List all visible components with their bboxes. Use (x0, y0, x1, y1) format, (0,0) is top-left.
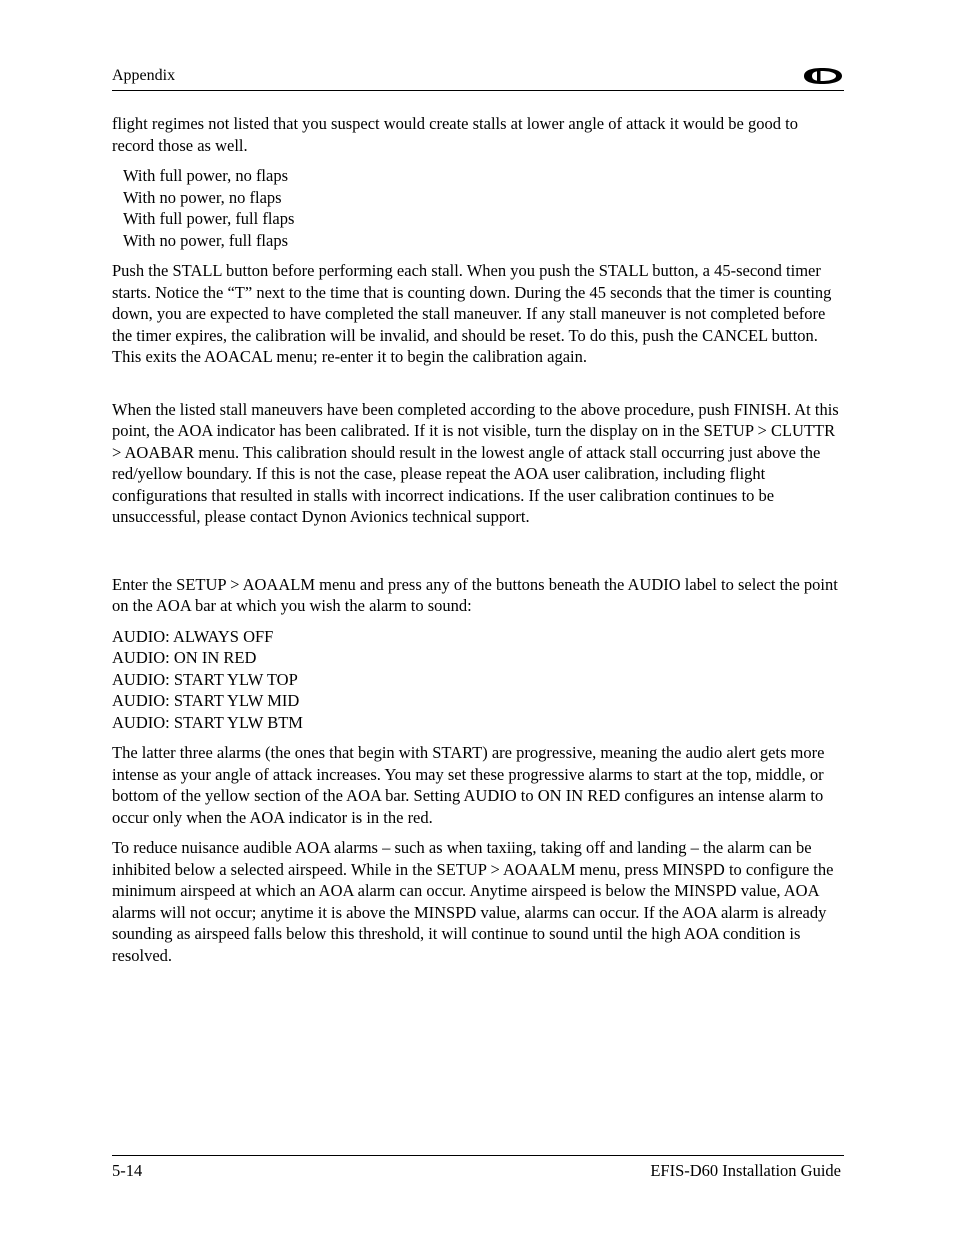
nuisance-paragraph: To reduce nuisance audible AOA alarms – such as when taxiing, taking off and landing – the alarm can be inhibited below a selected airspeed. While in the SETUP > AOAALM menu, press MINSPD to configure the minimum airspeed at which an AOA alarm can occur. Anytime airspeed is below the MINSPD value, AOA alarms will not occur; anytime it is above the MINSPD value, alarms can occur. If the AOA alarm is already sounding as airspeed falls below this threshold, it will continue to sound until the high AOA condition is resolved. (112, 838, 834, 965)
finish-paragraph: When the listed stall maneuvers have been completed according to the above procedure, push FINISH. At this point, the AOA indicator has been calibrated. If it is not visible, turn the display on in the SETUP > CLUTTR > AOABAR menu. This calibration should result in the lowest angle of attack stall occurring just above the red/yellow boundary. If this is not the case, please repeat the AOA user calibration, including flight configurations that resulted in stalls with incorrect indications. If the user calibration continues to be unsuccessful, please contact Dynon Avionics technical support. (112, 399, 839, 526)
page-number: 5-14 (112, 1161, 143, 1180)
intro-paragraph: flight regimes not listed that you suspect would create stalls at lower angle of attack it would be good to record those as well. (112, 114, 798, 155)
dynon-logo-icon (800, 67, 844, 85)
page-header (112, 64, 844, 91)
stall-button-paragraph: Push the STALL button before performing each stall. When you push the STALL button, a 45-second timer starts. Notice the “T” next to the time that is counting down. During the 45 seconds that the timer is counting down, you are expected to have completed the stall maneuver. If any stall maneuver is not completed before the timer expires, the calibration will be invalid, and should be reset. To do this, push the CANCEL button. This exits the AOACAL menu; re-enter it to begin the calibration again. (112, 261, 832, 366)
section-gap (112, 377, 844, 399)
page-footer (112, 1155, 844, 1184)
list-item: AUDIO: START YLW TOP (112, 669, 298, 689)
list-item: AUDIO: START YLW BTM (112, 712, 303, 732)
list-item: AUDIO: ALWAYS OFF (112, 626, 274, 646)
audio-option-list (112, 626, 844, 734)
section-gap (112, 537, 844, 574)
page-content (112, 113, 844, 975)
list-item: With full power, no flaps (123, 166, 289, 185)
aoaalm-paragraph: Enter the SETUP > AOAALM menu and press any of the buttons beneath the AUDIO label to select the point on the AOA bar at which you wish the alarm to sound: (112, 574, 838, 615)
document-title: EFIS-D60 Installation Guide (650, 1161, 841, 1180)
stall-config-list (112, 165, 844, 251)
list-item: With no power, no flaps (123, 187, 282, 207)
list-item: With full power, full flaps (123, 209, 295, 228)
header-section-title: Appendix (112, 67, 176, 84)
list-item: AUDIO: ON IN RED (112, 648, 257, 667)
list-item: With no power, full flaps (123, 230, 289, 250)
progressive-paragraph: The latter three alarms (the ones that begin with START) are progressive, meaning the audio alert gets more intense as your angle of attack increases. You may set these progressive alarms to start at the top, middle, or bottom of the yellow section of the AOA bar. Setting AUDIO to ON IN RED configures an intense alarm to occur only when the AOA indicator is in the red. (112, 743, 825, 827)
list-item: AUDIO: START YLW MID (112, 691, 300, 710)
